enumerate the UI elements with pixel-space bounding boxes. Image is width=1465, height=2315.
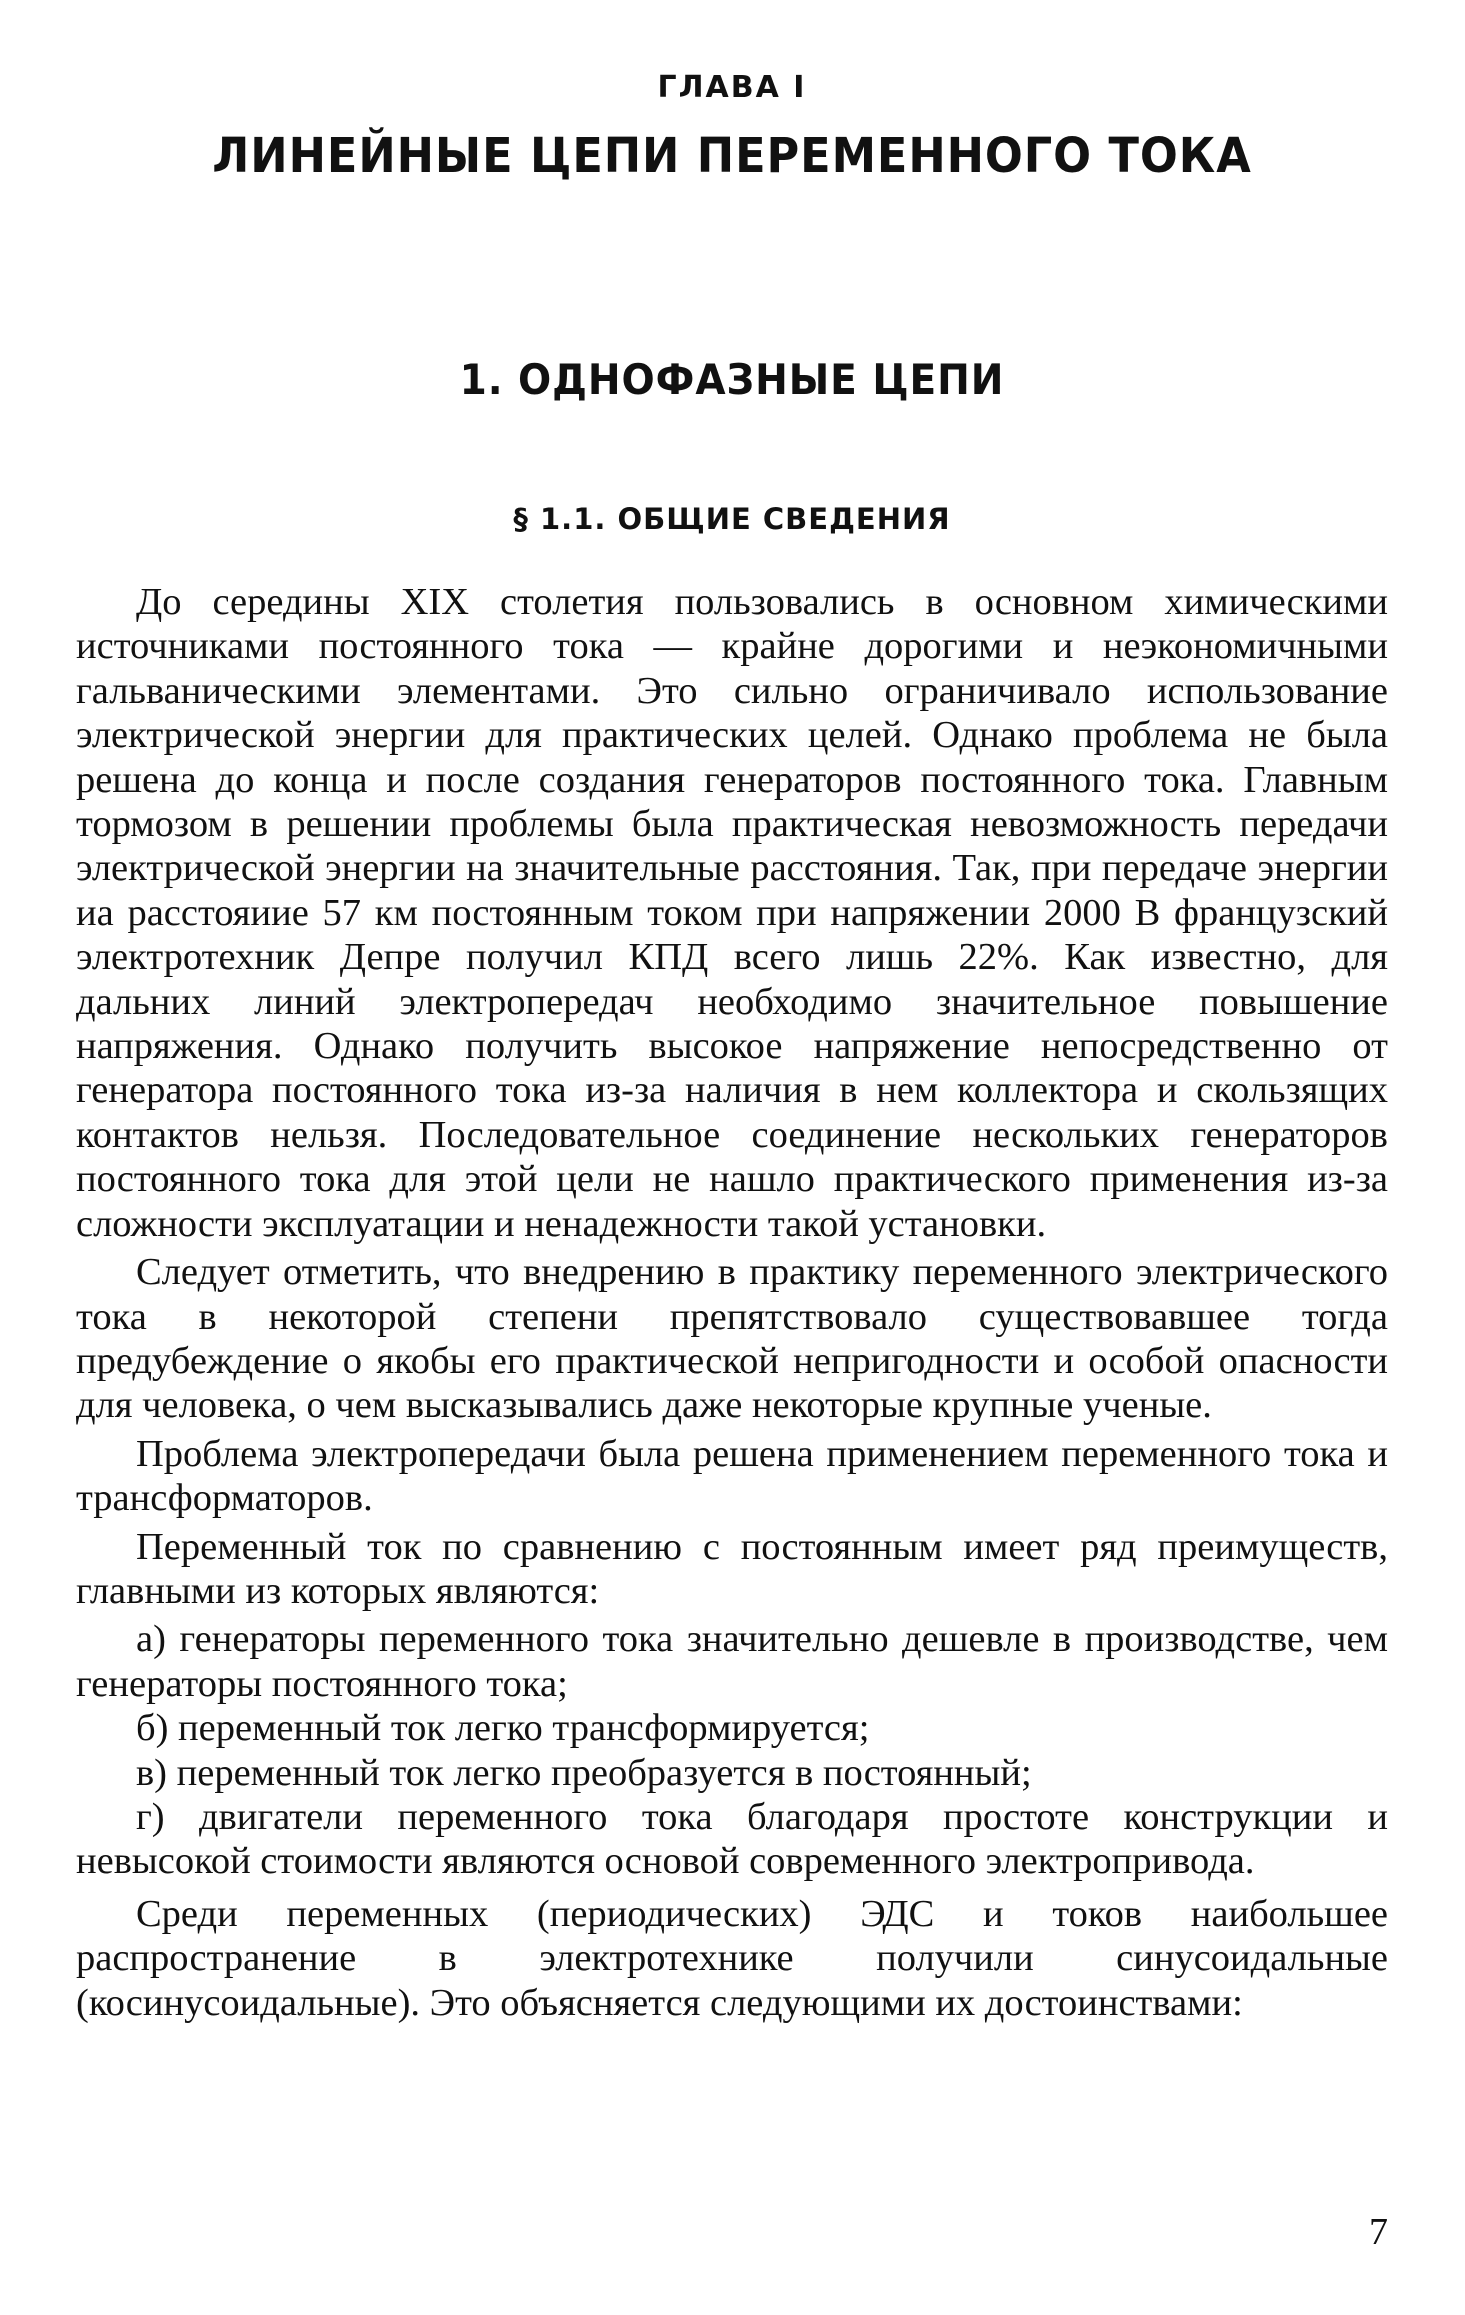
paragraph: Проблема электропередачи была решена применением переменного тока и трансформаторов. (76, 1432, 1388, 1520)
paragraph: Переменный ток по сравнению с постоянным имеет ряд преимуществ, главными из которых являются: (76, 1525, 1388, 1612)
paragraph: До середины XIX столетия пользовались в основном химическими источниками постоянного тока — крайне дорогими и неэкономичными гальваническими элементами. Это сильно ограничивало использование электрической энергии для практических целей. Однако проблема не была решена до конца и после создания генераторов постоянного тока. Главным тормозом в решении проблемы была практическая невозможность передачи электрической энергии на значительные расстояния. Так, при передаче энергии иа расстояиие 57 км постоянным током при напряжении 2000 В французский электротехник Депре получил КПД всего лишь 22%. Как известно, для дальних линий электропередач необходимо значительное повышение напряжения. Однако получить высокое напряжение непосредственно от генератора постоянного тока из-за наличия в нем коллектора и скользящих контактов нельзя. Последовательное соединение нескольких генераторов постоянного тока для этой цели не нашло практического применения из-за сложности эксплуатации и ненадежности такой установки. (76, 581, 1388, 1245)
page-number: 7 (1369, 2211, 1388, 2253)
section-title: 1. ОДНОФАЗНЫЕ ЦЕПИ (459, 355, 1005, 404)
list-item: г) двигатели переменного тока благодаря простоте конструкции и невысокой стоимости являются основой современного электропривода. (76, 1795, 1388, 1883)
chapter-label: ГЛАВА I (657, 70, 807, 105)
book-page (76, 40, 1388, 2260)
list-item: а) генераторы переменного тока значительно дешевле в производстве, чем генераторы постоянного тока; (76, 1618, 1388, 1705)
body-text (76, 580, 1388, 2029)
paragraph: Среди переменных (периодических) ЭДС и токов наибольшее распространение в электротехнике получили синусоидальные (косинусоидальные). Это объясняется следующими их достоинствами: (76, 1892, 1388, 2024)
chapter-title: ЛИНЕЙНЫЕ ЦЕПИ ПЕРЕМЕННОГО ТОКА (212, 128, 1252, 184)
paragraph: Следует отметить, что внедрению в практику переменного электрического тока в некоторой степени препятствовало существовавшее тогда предубеждение о якобы его практической непригодности и особой опасности для человека, о чем высказывались даже некоторые крупные ученые. (76, 1251, 1388, 1427)
subsection-title: § 1.1. ОБЩИЕ СВЕДЕНИЯ (513, 502, 951, 536)
list-item: б) переменный ток легко трансформируется; (136, 1707, 870, 1750)
list-item: в) переменный ток легко преобразуется в постоянный; (136, 1751, 1032, 1794)
